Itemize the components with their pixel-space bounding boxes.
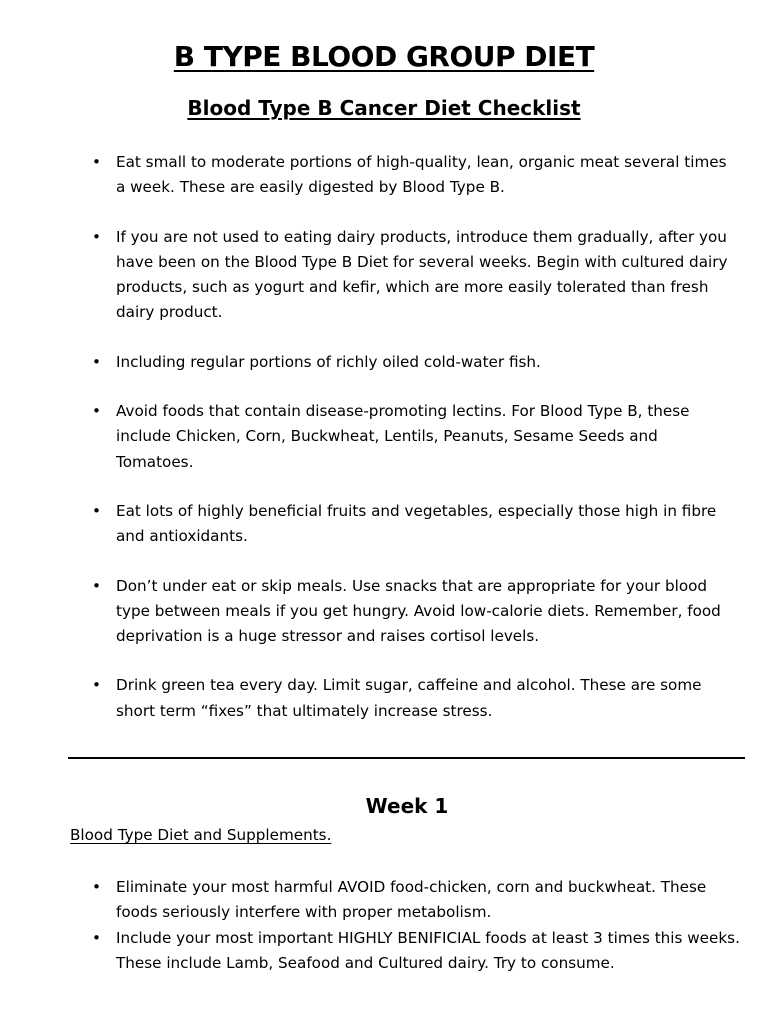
checklist-item: • Eat lots of highly beneficial fruits and vegetables, especially those high in fibre and antioxidants. (90, 499, 740, 550)
week-list-item: • Include your most important HIGHLY BENIFICIAL foods at least 3 times this weeks. These include Lamb, Seafood and Cultured dairy. Try to consume. (90, 926, 740, 977)
page-title-text: B TYPE BLOOD GROUP DIET (173, 40, 595, 73)
checklist-heading (0, 96, 768, 120)
checklist-item: • Including regular portions of richly oiled cold-water fish. (90, 350, 740, 375)
week-section-heading (70, 826, 331, 844)
week-list (90, 875, 740, 976)
page-title (0, 40, 768, 73)
checklist-heading-text: Blood Type B Cancer Diet Checklist (187, 96, 581, 120)
section-divider (68, 757, 745, 759)
week-list-item: • Eliminate your most harmful AVOID food-chicken, corn and buckwheat. These foods seriously interfere with proper metabolism. (90, 875, 740, 926)
week-heading: Week 1 (365, 794, 449, 818)
checklist-item: • Drink green tea every day. Limit sugar, caffeine and alcohol. These are some short term “fixes” that ultimately increase stress. (90, 673, 740, 724)
checklist-item: • If you are not used to eating dairy products, introduce them gradually, after you have been on the Blood Type B Diet for several weeks. Begin with cultured dairy products, such as yogurt and kefir, which are more easily tolerated than fresh dairy product. (90, 225, 740, 326)
week-section-heading-text: Blood Type Diet and Supplements. (70, 826, 332, 844)
checklist-item: • Avoid foods that contain disease-promoting lectins. For Blood Type B, these include Chicken, Corn, Buckwheat, Lentils, Peanuts, Sesame Seeds and Tomatoes. (90, 399, 740, 475)
checklist-item: • Don’t under eat or skip meals. Use snacks that are appropriate for your blood type between meals if you get hungry. Avoid low-calorie diets. Remember, food deprivation is a huge stressor and raises cortisol levels. (90, 574, 740, 650)
diet-checklist (90, 150, 740, 724)
checklist-item: • Eat small to moderate portions of high-quality, lean, organic meat several times a week. These are easily digested by Blood Type B. (90, 150, 740, 201)
